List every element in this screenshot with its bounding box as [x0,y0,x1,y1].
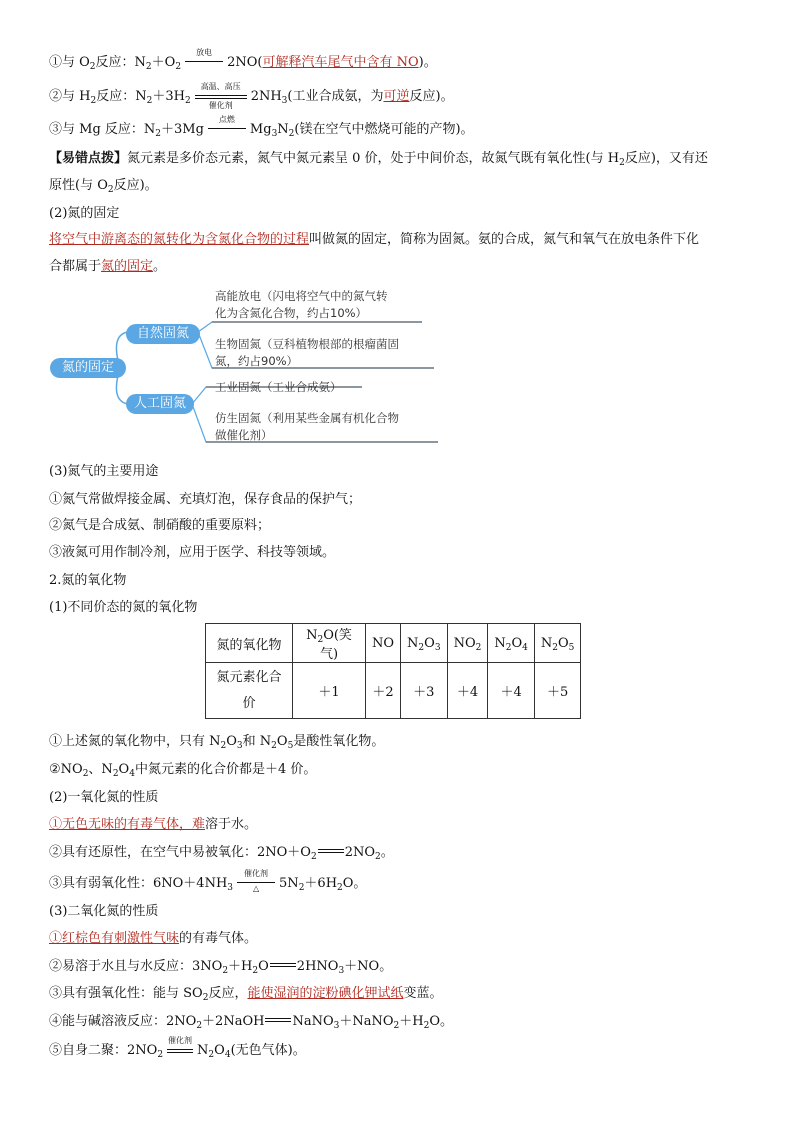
section-title-fixation: (2)氮的固定 [49,206,120,221]
no2-property-1: ①红棕色有刺激性气味的有毒气体。 [49,931,258,946]
section-title-uses: (3)氮气的主要用途 [49,464,159,479]
diagram-leaf-biological: 生物固氮（豆科植物根部的根瘤菌固 氮，约占90%） [215,337,399,368]
tip-line-2: 原性(与 $O_2$反应)。 [49,178,158,195]
section-title-no2: (3)二氧化氮的性质 [49,904,159,919]
diagram-root: 氮的固定 [50,358,126,378]
table-cell: ＋1 [293,663,366,719]
no2-property-3: ③具有强氧化性：能与 $SO_2$反应，能使湿润的淀粉碘化钾试纸变蓝。 [49,986,443,1003]
table-cell: ＋4 [488,663,535,719]
reversible-arrow: 催化剂 [165,1042,195,1056]
no-property-2: ②具有还原性，在空气中易被氧化：$2NO+O_2$ $2NO_2$。 [49,845,394,862]
red-note: 可逆 [383,89,410,104]
reaction-arrow: 催化剂 △ [235,875,277,889]
table-header-cell: $N_2O_3$ [401,624,448,663]
no-property-3: ③具有弱氧化性：$6NO+4NH_3$ 催化剂 △ $5N_2+6H_2O$。 [49,869,367,893]
fixation-definition: 将空气中游离态的氮转化为含氮化合物的过程叫做氮的固定，简称为固氮。氨的合成，氮气和氧气在放电条件下化 [49,232,700,247]
diagram-leaf-lightning: 高能放电（闪电将空气中的氮气转 化为含氮化合物，约占10%） [215,289,388,320]
no2-property-4: ④能与碱溶液反应：$2NO_2+2NaOH$ $NaNO_3+NaNO_2+H_2O$。 [49,1014,454,1031]
red-note: 可解释汽车尾气中含有 NO [262,55,419,70]
table-cell: 氮元素化合 价 [206,663,293,719]
table-cell: ＋3 [401,663,448,719]
equals-sign [318,849,344,853]
tip-line-1: 【易错点拨】氮元素是多价态元素，氮气中氮元素呈 0 价，处于中间价态，故氮气既有氧化性(与 $H_2$反应)，又有还 [49,151,708,168]
use-item-3: ③液氮可用作制冷剂，应用于医学、科技等领域。 [49,545,336,560]
equals-sign [265,1018,291,1022]
table-header-cell: $N_2O$(笑气) [293,624,366,663]
diagram-leaf-industrial: 工业固氮（工业合成氨） [215,380,342,394]
table-row [206,663,581,719]
nitrogen-fixation-diagram [50,285,450,445]
table-cell: ＋4 [447,663,488,719]
equals-sign [270,963,296,967]
oxide-note-1: ①上述氮的氧化物中，只有 $N_2O_3$和 $N_2O_5$是酸性氧化物。 [49,734,385,751]
oxides-table [205,623,581,719]
reaction-arrow: 放电 [183,54,225,68]
no2-property-2: ②易溶于水且与水反应：$3NO_2+H_2O$ $2HNO_3+NO$。 [49,959,393,976]
table-header-cell: $N_2O_5$ [534,624,581,663]
table-header-cell: 氮的氧化物 [206,624,293,663]
table-row [206,624,581,663]
reaction-n2-o2: ①与 $O_2$反应：$N_2+O_2$ 放电 2NO(可解释汽车尾气中含有 NO)。 [49,48,437,72]
diagram-branch-natural: 自然固氮 [126,324,200,344]
reaction-arrow: 点燃 [206,121,248,135]
table-header-cell: NO [366,624,401,663]
section-title-oxides: 2.氮的氧化物 [49,573,127,588]
no2-property-5: ⑤自身二聚：$2NO_2$ 催化剂 $N_2O_4$(无色气体)。 [49,1036,306,1060]
reaction-n2-mg: ③与 Mg 反应：$N_2+3Mg$ 点燃 $Mg_3N_2$(镁在空气中燃烧可能的产物)。 [49,115,474,139]
diagram-branch-artificial: 人工固氮 [126,394,194,414]
diagram-leaf-biomimetic: 仿生固氮（利用某些金属有机化合物 做催化剂） [215,411,399,442]
table-cell: ＋2 [366,663,401,719]
no-property-1: ①无色无味的有毒气体，难溶于水。 [49,817,258,832]
table-cell: ＋5 [534,663,581,719]
section-title-no: (2)一氧化氮的性质 [49,790,159,805]
oxide-note-2: $②NO_2$、$N_2O_4$中氮元素的化合价都是＋4 价。 [49,762,317,779]
subsection-title-oxides: (1)不同价态的氮的氧化物 [49,600,198,615]
reaction-n2-h2: ②与 $H_2$反应：$N_2+3H_2$ 高温、高压 催化剂 $2NH_3$(工业合成氨，为可逆反应)。 [49,82,454,110]
reversible-arrow: 高温、高压 催化剂 [193,88,249,102]
table-header-cell: $N_2O_4$ [488,624,535,663]
use-item-1: ①氮气常做焊接金属、充填灯泡，保存食品的保护气； [49,492,362,507]
use-item-2: ②氮气是合成氨、制硝酸的重要原料； [49,518,271,533]
table-header-cell: $NO_2$ [447,624,488,663]
fixation-definition-2: 合都属于氮的固定。 [49,259,167,274]
